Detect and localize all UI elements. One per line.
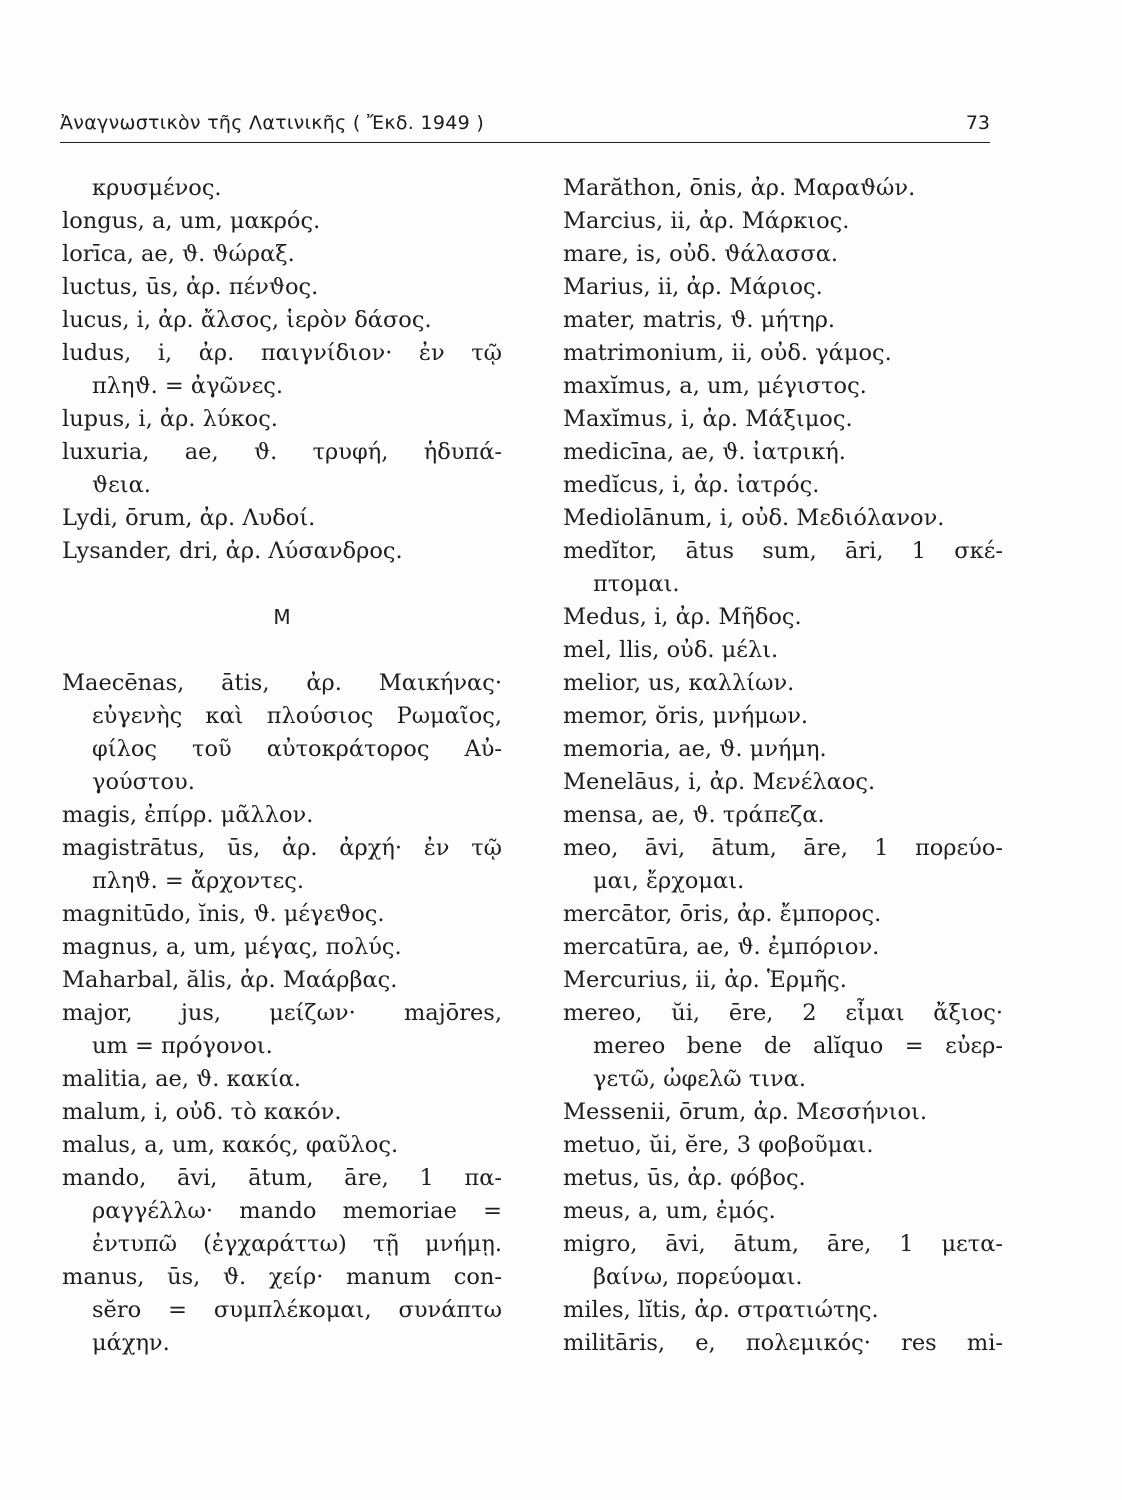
dictionary-entry-line: medĭcus, i, ἀρ. ἰατρός. (563, 472, 820, 498)
dictionary-entry-line: lupus, i, ἀρ. λύκος. (62, 406, 278, 432)
dictionary-entry-line: Marcius, ii, ἀρ. Μάρκιος. (563, 208, 850, 234)
dictionary-entry-line: Maxĭmus, i, ἀρ. Μάξιμος. (563, 406, 853, 432)
dictionary-entry-line: metuo, ŭi, ĕre, 3 φοβοῦμαι. (563, 1132, 874, 1158)
dictionary-entry-line: migro, āvi, ātum, āre, 1 μετα- (563, 1231, 1003, 1257)
dictionary-entry-line: mare, is, οὐδ. ϑάλασσα. (563, 241, 839, 267)
dictionary-entry-line: Mediolānum, i, οὐδ. Μεδιόλανον. (563, 505, 945, 531)
running-header (60, 110, 990, 143)
dictionary-entry-line: Lydi, ōrum, ἀρ. Λυδοί. (62, 505, 316, 531)
dictionary-entry-line: βαίνω, πορεύομαι. (593, 1264, 803, 1290)
dictionary-entry-line: ludus, i, ἀρ. παιγνίδιον· ἐν τῷ (62, 340, 502, 366)
dictionary-entry-line: lorīca, ae, ϑ. ϑώραξ. (62, 241, 295, 267)
dictionary-entry-line: Maecēnas, ātis, ἀρ. Μαικήνας· (62, 670, 502, 696)
dictionary-entry-line: Menelāus, i, ἀρ. Μενέλαος. (563, 769, 876, 795)
dictionary-entry-line: mereo bene de alĭquo = εὐερ- (593, 1033, 1003, 1059)
dictionary-entry-line: medĭtor, ātus sum, āri, 1 σκέ- (563, 538, 1003, 564)
left-column (62, 172, 502, 1360)
dictionary-entry-line: miles, lĭtis, ἀρ. στρατιώτης. (563, 1297, 879, 1323)
dictionary-entry-line: mater, matris, ϑ. μήτηρ. (563, 307, 836, 333)
dictionary-entry-line: mando, āvi, ātum, āre, 1 πα- (62, 1165, 502, 1191)
dictionary-entry-line: memor, ŏris, μνήμων. (563, 703, 809, 729)
dictionary-entry-line: magistrātus, ūs, ἀρ. ἀρχή· ἐν τῷ (62, 835, 502, 861)
dictionary-entry-line: malitia, ae, ϑ. κακία. (62, 1066, 302, 1092)
dictionary-entry-line: ϑεια. (92, 472, 151, 498)
dictionary-entry-line: longus, a, um, μακρός. (62, 208, 321, 234)
page-number: 73 (965, 112, 990, 134)
right-column (563, 172, 1003, 1360)
dictionary-entry-line: φίλος τοῦ αὐτοκράτορος Αὐ- (92, 736, 502, 762)
dictionary-entry-line: malum, i, οὐδ. τὸ κακόν. (62, 1099, 342, 1125)
dictionary-entry-line: medicīna, ae, ϑ. ἰατρική. (563, 439, 846, 465)
dictionary-entry-line: sĕro = συμπλέκομαι, συνάπτω (92, 1297, 502, 1323)
dictionary-entry-line: mereo, ŭi, ēre, 2 εἶμαι ἄξιος· (563, 1000, 1003, 1026)
dictionary-entry-line: Medus, i, ἀρ. Μῆδος. (563, 604, 802, 630)
dictionary-entry-line: Mercurius, ii, ἀρ. Ἑρμῆς. (563, 967, 847, 993)
dictionary-entry-line: meo, āvi, ātum, āre, 1 πορεύο- (563, 835, 1003, 861)
dictionary-entry-line: magis, ἐπίρρ. μᾶλλον. (62, 802, 314, 828)
book-title: Ἀναγνωστικὸν τῆς Λατινικῆς ( Ἔκδ. 1949 ) (60, 112, 485, 134)
dictionary-entry-line: um = πρόγονοι. (92, 1033, 273, 1059)
dictionary-entry-line: major, jus, μείζων· majōres, (62, 1000, 502, 1026)
dictionary-entry-line: ἐντυπῶ (ἐγχαράττω) τῇ μνήμῃ. (92, 1231, 502, 1257)
dictionary-entry-line: magnus, a, um, μέγας, πολύς. (62, 934, 402, 960)
dictionary-entry-line: Maharbal, ălis, ἀρ. Μαάρβας. (62, 967, 398, 993)
dictionary-entry-line: Marăthon, ōnis, ἀρ. Μαραϑών. (563, 175, 916, 201)
dictionary-entry-line: εὐγενὴς καὶ πλούσιος Ρωμαῖος, (92, 703, 502, 729)
dictionary-entry-line: mensa, ae, ϑ. τράπεζα. (563, 802, 825, 828)
dictionary-entry-line: matrimonium, ii, οὐδ. γάμος. (563, 340, 892, 366)
dictionary-entry-line: μαι, ἔρχομαι. (593, 868, 745, 894)
section-letter: M (273, 605, 291, 629)
dictionary-entry-line: meus, a, um, ἐμός. (563, 1198, 776, 1224)
dictionary-entry-line: κρυσμένος. (92, 175, 222, 201)
dictionary-entry-line: lucus, i, ἀρ. ἄλσος, ἱερὸν δάσος. (62, 307, 432, 333)
dictionary-entry-line: ραγγέλλω· mando memoriae = (92, 1198, 502, 1224)
dictionary-entry-line: γούστου. (92, 769, 195, 795)
dictionary-entry-line: malus, a, um, κακός, φαῦλος. (62, 1132, 399, 1158)
dictionary-entry-line: memoria, ae, ϑ. μνήμη. (563, 736, 827, 762)
dictionary-entry-line: Lysander, dri, ἀρ. Λύσανδρος. (62, 538, 403, 564)
dictionary-entry-line: γετῶ, ὠφελῶ τινα. (593, 1066, 807, 1092)
dictionary-entry-line: luxuria, ae, ϑ. τρυφή, ἡδυπά- (62, 439, 502, 465)
dictionary-entry-line: manus, ūs, ϑ. χείρ· manum con- (62, 1264, 502, 1290)
dictionary-entry-line: mercatūra, ae, ϑ. ἐμπόριον. (563, 934, 880, 960)
dictionary-entry-line: Messenii, ōrum, ἀρ. Μεσσήνιοι. (563, 1099, 928, 1125)
dictionary-entry-line: πληϑ. = ἀγῶνες. (92, 373, 283, 399)
dictionary-entry-line: maxĭmus, a, um, μέγιστος. (563, 373, 867, 399)
dictionary-entry-line: mercātor, ōris, ἀρ. ἔμπορος. (563, 901, 882, 927)
dictionary-entry-line: luctus, ūs, ἀρ. πένϑος. (62, 274, 319, 300)
dictionary-entry-line: militāris, e, πολεμικός· res mi- (563, 1330, 1003, 1356)
dictionary-entry-line: melior, us, καλλίων. (563, 670, 795, 696)
dictionary-entry-line: metus, ūs, ἀρ. φόβος. (563, 1165, 806, 1191)
dictionary-entry-line: πτομαι. (593, 571, 680, 597)
dictionary-entry-line: magnitūdo, ĭnis, ϑ. μέγεϑος. (62, 901, 385, 927)
dictionary-entry-line: πληϑ. = ἄρχοντες. (92, 868, 305, 894)
dictionary-entry-line: mel, llis, οὐδ. μέλι. (563, 637, 779, 663)
dictionary-entry-line: μάχην. (92, 1330, 170, 1356)
dictionary-entry-line: Marius, ii, ἀρ. Μάριος. (563, 274, 823, 300)
